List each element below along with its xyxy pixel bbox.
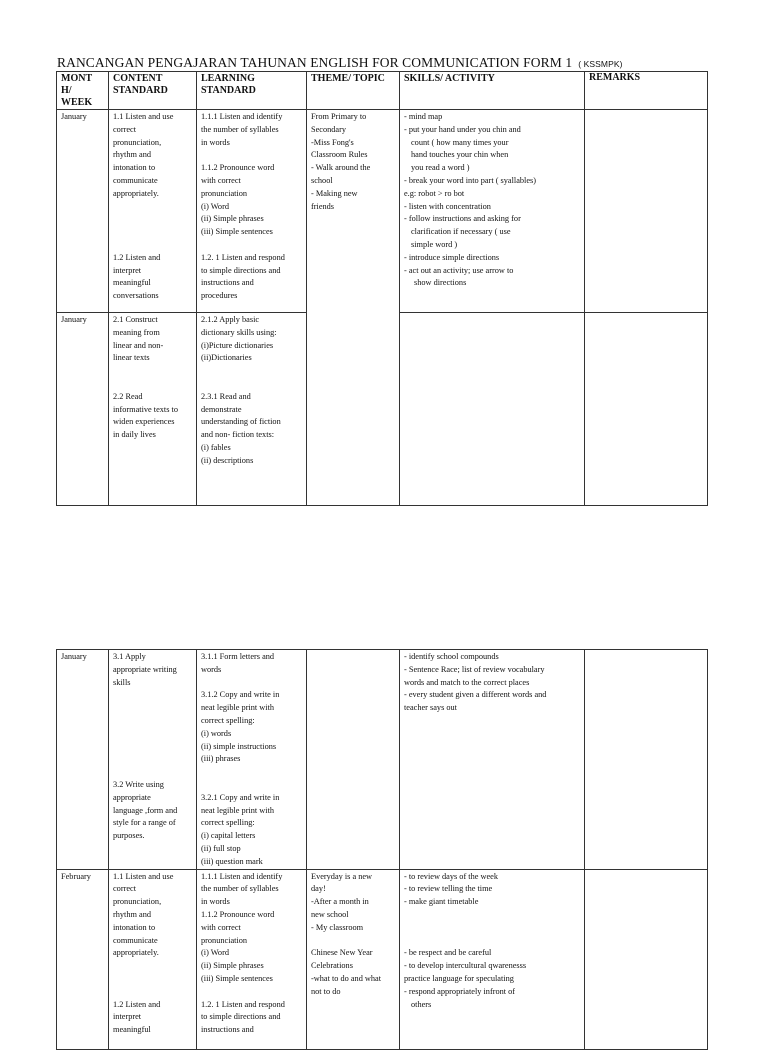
text-line: to simple directions and bbox=[201, 1012, 281, 1022]
text-line: 1.2. 1 Listen and respond bbox=[201, 999, 285, 1009]
text-line: clarification if necessary ( use bbox=[411, 227, 511, 237]
text-line: 1.1.1 Listen and identify bbox=[201, 871, 283, 881]
cell-skills-activity bbox=[400, 313, 585, 506]
header-row bbox=[57, 72, 708, 110]
text-line: interpret bbox=[113, 265, 142, 275]
text-line: words bbox=[201, 664, 222, 674]
cell-month: January bbox=[57, 650, 109, 870]
text-line: 2.3.1 Read and bbox=[201, 391, 251, 401]
cell-theme-topic bbox=[307, 110, 400, 506]
text-line: school bbox=[311, 175, 333, 185]
text-line: -After a month in bbox=[311, 897, 369, 907]
text-line: in words bbox=[201, 137, 230, 147]
text-line: - be respect and be careful bbox=[404, 948, 492, 958]
text-line: pronunciation, bbox=[113, 897, 162, 907]
text-line: correct spelling: bbox=[201, 715, 255, 725]
text-line: 3.1 Apply bbox=[113, 652, 146, 661]
text-line: intonation to bbox=[113, 922, 156, 932]
text-line: - to develop intercultural qwarenesss bbox=[404, 961, 527, 971]
text-line: rhythm and bbox=[113, 909, 152, 919]
cell-theme-topic bbox=[307, 650, 400, 870]
text-line: rhythm and bbox=[113, 150, 152, 160]
text-line: conversations bbox=[113, 291, 159, 301]
text-line: procedures bbox=[201, 291, 238, 301]
text-line: appropriate bbox=[113, 792, 151, 802]
text-line: 3.2 Write using bbox=[113, 779, 164, 789]
text-line: (i) words bbox=[201, 728, 232, 738]
header-text: STANDARD bbox=[201, 85, 256, 96]
text-line: - to review days of the week bbox=[404, 871, 498, 881]
cell-remarks bbox=[585, 869, 708, 1049]
text-line: - mind map bbox=[404, 112, 443, 121]
text-line: 1.2 Listen and bbox=[113, 999, 161, 1009]
text-line: and non- fiction texts: bbox=[201, 430, 275, 440]
cell-remarks bbox=[585, 110, 708, 313]
plan-table-2 bbox=[56, 649, 708, 1050]
text-line: Secondary bbox=[311, 124, 347, 134]
text-line: (ii) Simple phrases bbox=[201, 961, 264, 971]
text-line: intonation to bbox=[113, 163, 156, 173]
page-title bbox=[57, 55, 623, 71]
text-line: Classroom Rules bbox=[311, 150, 368, 160]
text-line: appropriately. bbox=[113, 188, 159, 198]
text-line: skills bbox=[113, 677, 131, 687]
text-line: -Miss Fong's bbox=[311, 137, 354, 147]
text-line: - Making new bbox=[311, 188, 358, 198]
text-line: 2.1 Construct bbox=[113, 315, 158, 324]
cell-month: January bbox=[57, 313, 109, 506]
text-line: show directions bbox=[414, 278, 467, 288]
header-theme-topic: THEME/ TOPIC bbox=[307, 72, 400, 110]
text-line: From Primary to bbox=[311, 112, 367, 121]
text-line: 3.1.2 Copy and write in bbox=[201, 690, 280, 700]
text-line: 1.2. 1 Listen and respond bbox=[201, 252, 285, 262]
text-line: (i)Picture dictionaries bbox=[201, 340, 274, 350]
cell-remarks bbox=[585, 650, 708, 870]
cell-learning-standard bbox=[197, 650, 307, 870]
text-line: 3.1.1 Form letters and bbox=[201, 652, 275, 661]
header-text: H/ bbox=[61, 85, 72, 96]
text-line: Everyday is a new bbox=[311, 871, 373, 881]
text-line: linear and non- bbox=[113, 340, 164, 350]
text-line: words and match to the correct places bbox=[404, 677, 530, 687]
text-line: others bbox=[411, 999, 432, 1009]
text-line: meaningful bbox=[113, 1025, 151, 1035]
text-line: linear texts bbox=[113, 353, 150, 363]
text-line: correct bbox=[113, 124, 137, 134]
header-text: LEARNING bbox=[201, 73, 255, 84]
text-line: (ii) simple instructions bbox=[201, 741, 277, 751]
cell-learning-standard bbox=[197, 110, 307, 313]
text-line: (i) fables bbox=[201, 442, 231, 452]
text-line: to simple directions and bbox=[201, 265, 281, 275]
text-line: 3.2.1 Copy and write in bbox=[201, 792, 280, 802]
text-line: interpret bbox=[113, 1012, 142, 1022]
text-line: - listen with concentration bbox=[404, 201, 491, 211]
table-row bbox=[57, 110, 708, 313]
text-line: (ii) Simple phrases bbox=[201, 214, 264, 224]
text-line: appropriately. bbox=[113, 948, 159, 958]
text-line: - every student given a different words and bbox=[404, 690, 547, 700]
text-line: friends bbox=[311, 201, 335, 211]
text-line: day! bbox=[311, 884, 326, 894]
text-line: not to do bbox=[311, 986, 341, 996]
cell-content-standard bbox=[109, 869, 197, 1049]
text-line: (ii) full stop bbox=[201, 843, 241, 853]
text-line: language ,form and bbox=[113, 805, 178, 815]
header-month bbox=[57, 72, 109, 110]
text-line: pronunciation, bbox=[113, 137, 162, 147]
text-line: new school bbox=[311, 909, 349, 919]
text-line: pronunciation bbox=[201, 935, 248, 945]
cell-content-standard bbox=[109, 313, 197, 506]
header-text: WEEK bbox=[61, 97, 93, 108]
text-line: understanding of fiction bbox=[201, 417, 281, 427]
text-line: (ii)Dictionaries bbox=[201, 353, 252, 363]
cell-content-standard bbox=[109, 650, 197, 870]
text-line: Celebrations bbox=[311, 961, 353, 971]
text-line: simple word ) bbox=[411, 239, 458, 249]
plan-table-1 bbox=[56, 71, 708, 506]
text-line: the number of syllables bbox=[201, 884, 279, 894]
text-line: - to review telling the time bbox=[404, 884, 493, 894]
header-text: MONT bbox=[61, 73, 93, 84]
text-line: (iii) phrases bbox=[201, 754, 241, 764]
text-line: appropriate writing bbox=[113, 664, 177, 674]
text-line: (i) Word bbox=[201, 948, 229, 958]
cell-skills-activity bbox=[400, 869, 585, 1049]
text-line: - Sentence Race; list of review vocabulary bbox=[404, 664, 545, 674]
header-skills-activity: SKILLS/ ACTIVITY bbox=[400, 72, 585, 110]
header-remarks: REMARKS bbox=[585, 72, 708, 110]
text-line: (i) capital letters bbox=[201, 831, 256, 841]
text-line: style for a range of bbox=[113, 818, 176, 828]
text-line: - introduce simple directions bbox=[404, 252, 500, 262]
cell-theme-topic bbox=[307, 869, 400, 1049]
text-line: communicate bbox=[113, 175, 158, 185]
text-line: meaning from bbox=[113, 327, 160, 337]
text-line: informative texts to bbox=[113, 404, 178, 414]
text-line: purposes. bbox=[113, 831, 145, 841]
text-line: you read a word ) bbox=[411, 163, 470, 173]
text-line: (iii) Simple sentences bbox=[201, 973, 273, 983]
text-line: - follow instructions and asking for bbox=[404, 214, 521, 224]
text-line: meaningful bbox=[113, 278, 151, 288]
text-line: widen experiences bbox=[113, 417, 175, 427]
text-line: 1.1.2 Pronounce word bbox=[201, 909, 275, 919]
table-row bbox=[57, 650, 708, 870]
text-line: e.g: robot > ro bot bbox=[404, 188, 465, 198]
text-line: pronunciation bbox=[201, 188, 248, 198]
text-line: instructions and bbox=[201, 1025, 254, 1035]
text-line: 1.1.2 Pronounce word bbox=[201, 163, 275, 173]
text-line: (iii) Simple sentences bbox=[201, 227, 273, 237]
text-line: -what to do and what bbox=[311, 973, 382, 983]
cell-month: February bbox=[57, 869, 109, 1049]
text-line: instructions and bbox=[201, 278, 254, 288]
text-line: 1.2 Listen and bbox=[113, 252, 161, 262]
text-line: - My classroom bbox=[311, 922, 364, 932]
text-line: - Walk around the bbox=[311, 163, 371, 173]
text-line: neat legible print with bbox=[201, 805, 275, 815]
text-line: 2.1.2 Apply basic bbox=[201, 315, 260, 324]
header-learning-standard bbox=[197, 72, 307, 110]
text-line: in daily lives bbox=[113, 430, 156, 440]
text-line: (iii) question mark bbox=[201, 856, 263, 866]
text-line: 2.2 Read bbox=[113, 391, 143, 401]
cell-skills-activity bbox=[400, 650, 585, 870]
text-line: - identify school compounds bbox=[404, 652, 499, 661]
text-line: (ii) descriptions bbox=[201, 455, 254, 465]
title-text: RANCANGAN PENGAJARAN TAHUNAN ENGLISH FOR COMMUNICATION FORM 1 bbox=[57, 55, 573, 70]
text-line: hand touches your chin when bbox=[411, 150, 509, 160]
table-row bbox=[57, 869, 708, 1049]
text-line: neat legible print with bbox=[201, 703, 275, 713]
text-line: (i) Word bbox=[201, 201, 229, 211]
cell-remarks bbox=[585, 313, 708, 506]
text-line: with correct bbox=[201, 175, 241, 185]
cell-content-standard bbox=[109, 110, 197, 313]
text-line: 1.1 Listen and use bbox=[113, 871, 174, 881]
text-line: dictionary skills using: bbox=[201, 327, 277, 337]
header-text: STANDARD bbox=[113, 85, 168, 96]
text-line: teacher says out bbox=[404, 703, 457, 713]
text-line: - put your hand under you chin and bbox=[404, 124, 521, 134]
text-line: correct spelling: bbox=[201, 818, 255, 828]
cell-learning-standard bbox=[197, 313, 307, 506]
cell-month: January bbox=[57, 110, 109, 313]
text-line: practice language for speculating bbox=[404, 973, 514, 983]
cell-learning-standard bbox=[197, 869, 307, 1049]
text-line: the number of syllables bbox=[201, 124, 279, 134]
header-text: CONTENT bbox=[113, 73, 163, 84]
header-content-standard bbox=[109, 72, 197, 110]
text-line: in words bbox=[201, 897, 230, 907]
text-line: 1.1.1 Listen and identify bbox=[201, 112, 283, 121]
text-line: with correct bbox=[201, 922, 241, 932]
text-line: communicate bbox=[113, 935, 158, 945]
text-line: correct bbox=[113, 884, 137, 894]
title-suffix: ( KSSMPK) bbox=[578, 59, 623, 69]
text-line: - break your word into part ( syallables) bbox=[404, 175, 537, 185]
text-line: - respond appropriately infront of bbox=[404, 986, 516, 996]
text-line: 1.1 Listen and use bbox=[113, 112, 174, 121]
text-line: count ( how many times your bbox=[411, 137, 509, 147]
text-line: - make giant timetable bbox=[404, 897, 479, 907]
text-line: - act out an activity; use arrow to bbox=[404, 265, 514, 275]
text-line: Chinese New Year bbox=[311, 948, 373, 958]
text-line: demonstrate bbox=[201, 404, 242, 414]
cell-skills-activity bbox=[400, 110, 585, 313]
